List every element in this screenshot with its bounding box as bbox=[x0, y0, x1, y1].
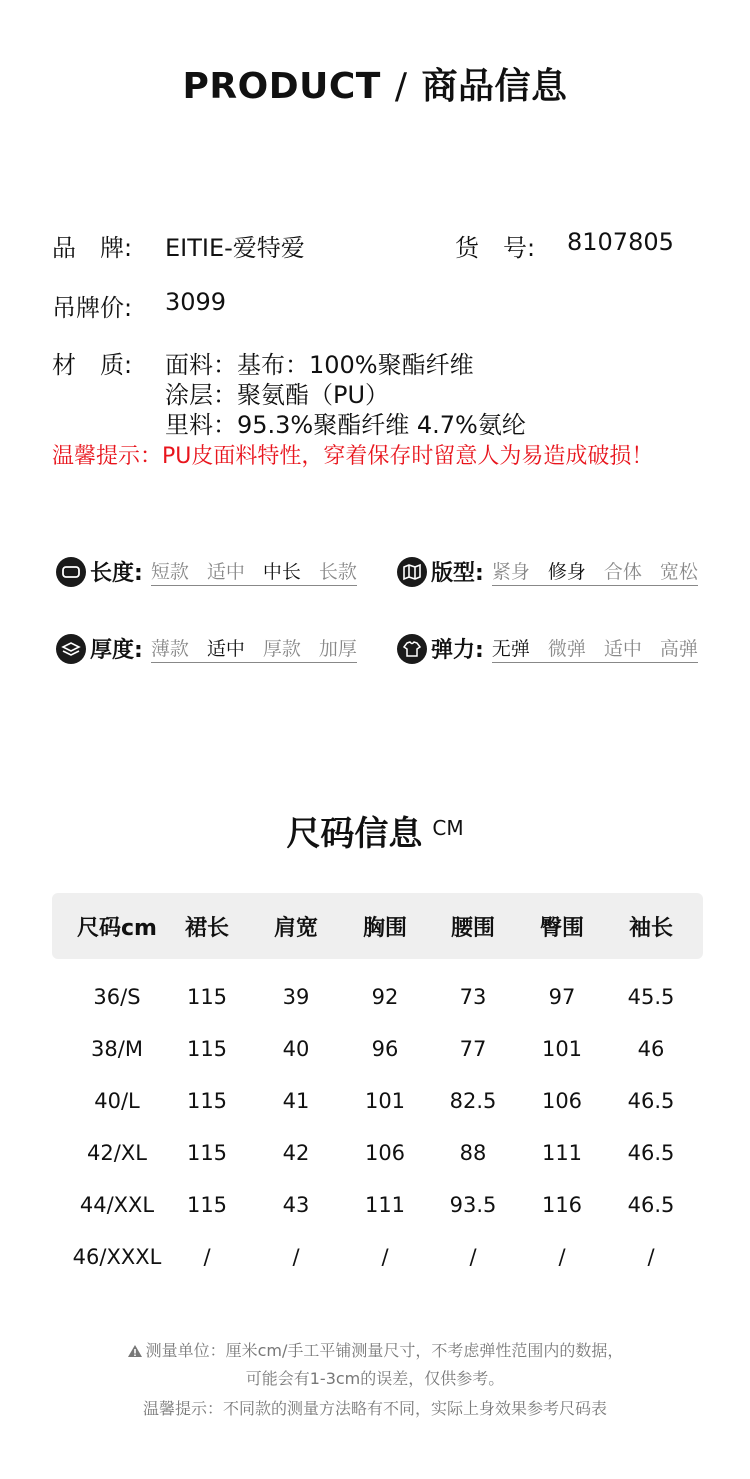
measure-cell: 93.5 bbox=[449, 1193, 497, 1217]
attr-option-selected: 适中 bbox=[206, 638, 245, 660]
thickness-icon bbox=[56, 634, 86, 664]
measure-cell: 115 bbox=[186, 1193, 228, 1217]
measure-cell: 77 bbox=[459, 1037, 487, 1061]
measure-cell: 88 bbox=[459, 1141, 487, 1165]
attr-title: 弹力: bbox=[431, 638, 484, 663]
attr-option-selected: 中长 bbox=[262, 561, 301, 583]
measure-note-line2: 可能会有1-3cm的误差，仅供参考。 bbox=[245, 1369, 505, 1388]
attr-options bbox=[151, 634, 357, 663]
measure-cell: 43 bbox=[282, 1193, 310, 1217]
sku-value: 8107805 bbox=[567, 228, 674, 256]
fit-icon bbox=[397, 557, 427, 587]
size-table-header bbox=[52, 893, 703, 959]
measure-cell: / bbox=[203, 1245, 211, 1269]
attr-option: 适中 bbox=[603, 638, 642, 660]
measure-note-line1: 测量单位：厘米cm/手工平铺测量尺寸，不考虑弹性范围内的数据， bbox=[145, 1341, 624, 1360]
size-cell: 38/M bbox=[91, 1037, 143, 1061]
measure-cell: 106 bbox=[541, 1089, 583, 1113]
attr-options bbox=[151, 557, 357, 586]
measure-cell: 46.5 bbox=[627, 1141, 675, 1165]
attr-title: 版型: bbox=[431, 561, 484, 586]
measure-cell: 96 bbox=[371, 1037, 399, 1061]
measure-cell: 115 bbox=[186, 1037, 228, 1061]
measure-cell: 101 bbox=[541, 1037, 583, 1061]
measure-cell: 106 bbox=[364, 1141, 406, 1165]
material-label: 材 质: bbox=[52, 351, 133, 379]
brand-label: 品 牌: bbox=[52, 234, 133, 262]
title-en: PRODUCT bbox=[182, 66, 381, 107]
material-line-2: 涂层：聚氨酯（PU） bbox=[165, 381, 390, 409]
header-text: 尺码cm bbox=[77, 916, 157, 941]
page-title bbox=[0, 58, 750, 109]
attr-option: 紧身 bbox=[491, 561, 530, 583]
attr-elasticity bbox=[397, 633, 698, 664]
attr-options bbox=[492, 557, 698, 586]
header-cell: 臀围 bbox=[539, 916, 584, 941]
measure-cell: 116 bbox=[541, 1193, 583, 1217]
measure-cell: / bbox=[558, 1245, 566, 1269]
measure-cell: / bbox=[647, 1245, 655, 1269]
measure-note-line3: 温馨提示：不同款的测量方法略有不同，实际上身效果参考尺码表 bbox=[142, 1399, 607, 1418]
table-row bbox=[52, 1037, 703, 1071]
attr-option-selected: 修身 bbox=[547, 561, 586, 583]
measure-cell: 115 bbox=[186, 1141, 228, 1165]
attr-option: 适中 bbox=[206, 561, 245, 583]
measure-cell: 39 bbox=[282, 985, 310, 1009]
size-cell: 40/L bbox=[94, 1089, 140, 1113]
measure-cell: 73 bbox=[459, 985, 487, 1009]
table-row bbox=[52, 1193, 703, 1227]
elasticity-icon bbox=[397, 634, 427, 664]
measure-cell: 97 bbox=[548, 985, 576, 1009]
table-row bbox=[52, 1141, 703, 1175]
measure-cell: 46 bbox=[637, 1037, 665, 1061]
measure-cell: 115 bbox=[186, 1089, 228, 1113]
size-cell: 36/S bbox=[93, 985, 141, 1009]
material-line-1: 面料：基布：100%聚酯纤维 bbox=[165, 351, 474, 379]
table-row bbox=[52, 1245, 703, 1279]
measure-cell: 82.5 bbox=[449, 1089, 497, 1113]
brand-value: EITIE-爱特爱 bbox=[165, 234, 305, 262]
price-label: 吊牌价: bbox=[52, 294, 133, 322]
attr-option: 加厚 bbox=[318, 638, 357, 660]
attr-option: 长款 bbox=[318, 561, 357, 583]
warning-icon bbox=[127, 1344, 143, 1358]
measure-cell: 115 bbox=[186, 985, 228, 1009]
table-row bbox=[52, 985, 703, 1019]
attr-option: 短款 bbox=[150, 561, 189, 583]
table-row bbox=[52, 1089, 703, 1123]
length-icon bbox=[56, 557, 86, 587]
attr-options bbox=[492, 634, 698, 663]
size-title-unit: CM bbox=[432, 816, 464, 840]
price-value: 3099 bbox=[165, 288, 227, 316]
attr-option: 合体 bbox=[603, 561, 642, 583]
title-slash: / bbox=[394, 66, 408, 107]
attr-option: 宽松 bbox=[659, 561, 698, 583]
attr-option: 微弹 bbox=[547, 638, 586, 660]
measure-cell: / bbox=[469, 1245, 477, 1269]
measure-cell: 46.5 bbox=[627, 1193, 675, 1217]
attr-title: 长度: bbox=[90, 561, 143, 586]
attr-length bbox=[56, 556, 357, 587]
sku-label: 货 号: bbox=[455, 234, 536, 262]
attr-option: 薄款 bbox=[150, 638, 189, 660]
size-title-text: 尺码信息 bbox=[286, 814, 423, 854]
measure-cell: 101 bbox=[364, 1089, 406, 1113]
size-cell: 42/XL bbox=[87, 1141, 147, 1165]
measure-cell: 92 bbox=[371, 985, 399, 1009]
size-table-body bbox=[52, 985, 703, 1285]
measure-cell: / bbox=[381, 1245, 389, 1269]
header-cell: 胸围 bbox=[362, 916, 407, 941]
title-cn: 商品信息 bbox=[421, 66, 568, 107]
measure-cell: 111 bbox=[541, 1141, 583, 1165]
measure-cell: 41 bbox=[282, 1089, 310, 1113]
header-cell: 腰围 bbox=[450, 916, 495, 941]
header-cell: 肩宽 bbox=[273, 916, 318, 941]
header-cell: 裙长 bbox=[184, 916, 229, 941]
header-cell: 袖长 bbox=[628, 916, 673, 941]
attr-fit bbox=[397, 556, 698, 587]
size-section-title bbox=[0, 806, 750, 855]
measure-cell: 40 bbox=[282, 1037, 310, 1061]
measure-cell: 111 bbox=[364, 1193, 406, 1217]
attr-option: 高弹 bbox=[659, 638, 698, 660]
attr-title: 厚度: bbox=[90, 638, 143, 663]
attr-thickness bbox=[56, 633, 357, 664]
size-cell: 44/XXL bbox=[79, 1193, 155, 1217]
measure-cell: / bbox=[292, 1245, 300, 1269]
attr-option: 厚款 bbox=[262, 638, 301, 660]
measure-cell: 46.5 bbox=[627, 1089, 675, 1113]
material-line-3: 里料：95.3%聚酯纤维 4.7%氨纶 bbox=[165, 411, 526, 439]
size-cell: 46/XXXL bbox=[72, 1245, 162, 1269]
measure-note bbox=[0, 1338, 750, 1361]
attr-option-selected: 无弹 bbox=[491, 638, 530, 660]
care-warning: 温馨提示：PU皮面料特性，穿着保存时留意人为易造成破损！ bbox=[52, 444, 654, 469]
measure-cell: 42 bbox=[282, 1141, 310, 1165]
measure-cell: 45.5 bbox=[627, 985, 675, 1009]
